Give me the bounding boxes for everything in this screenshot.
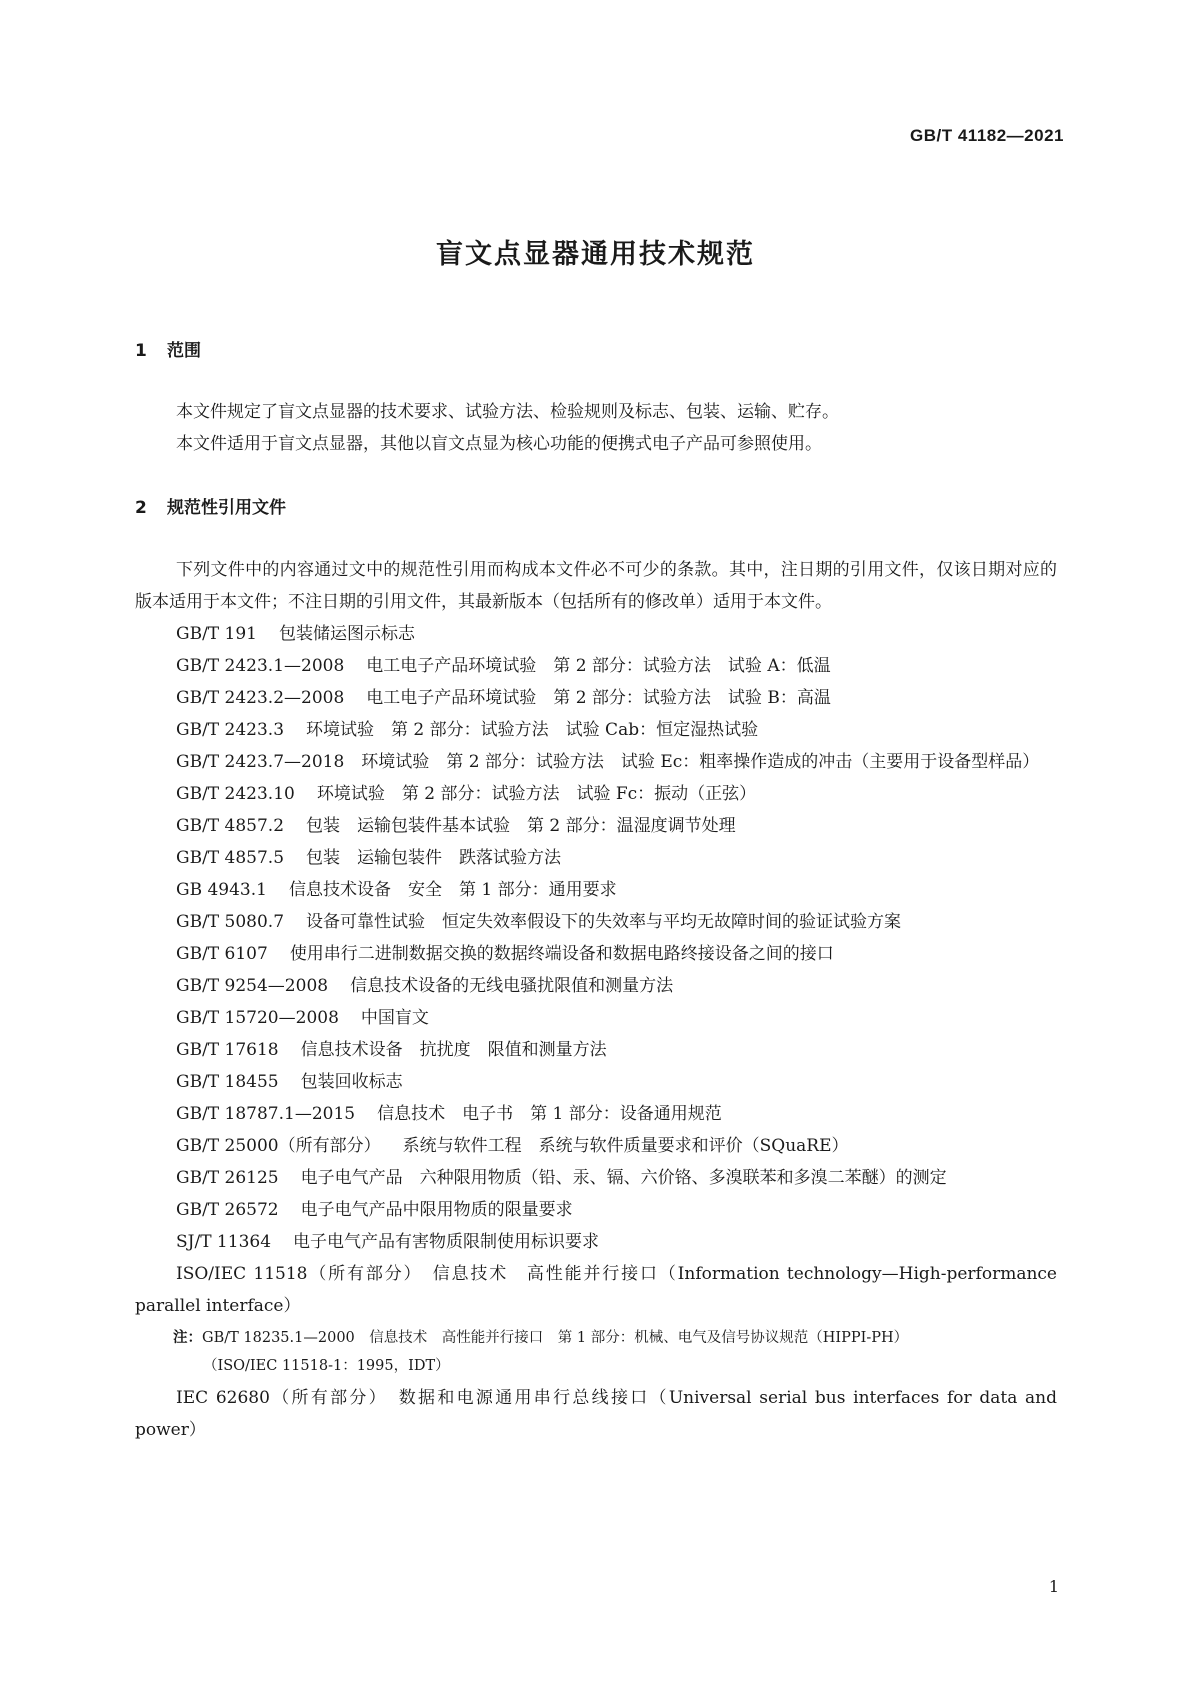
reference-code: GB/T 4857.2	[176, 816, 285, 836]
reference-title: 电工电子产品环境试验 第 2 部分：试验方法 试验 A：低温	[366, 656, 831, 676]
reference-item	[135, 1098, 1057, 1130]
reference-item	[135, 938, 1057, 970]
reference-title: 电子电气产品中限用物质的限量要求	[300, 1200, 573, 1220]
scope-paragraph: 本文件适用于盲文点显器，其他以盲文点显为核心功能的便携式电子产品可参照使用。	[176, 434, 822, 454]
note-text: GB/T 18235.1—2000 信息技术 高性能并行接口 第 1 部分：机械、电气及信号协议规范（HIPPI-PH）	[202, 1330, 909, 1346]
reference-item	[135, 714, 1057, 746]
reference-item	[135, 906, 1057, 938]
normative-intro-paragraph: 下列文件中的内容通过文中的规范性引用而构成本文件必不可少的条款。其中，注日期的引用文件，仅该日期对应的版本适用于本文件；不注日期的引用文件，其最新版本（包括所有的修改单）适用于本文件。	[135, 560, 1057, 612]
reference-item	[135, 1066, 1057, 1098]
reference-code: GB/T 6107	[176, 944, 268, 964]
reference-code: GB/T 2423.3	[176, 720, 285, 740]
section-title: 规范性引用文件	[167, 498, 286, 518]
reference-title: 使用串行二进制数据交换的数据终端设备和数据电路终接设备之间的接口	[289, 944, 834, 964]
reference-code: GB/T 5080.7	[176, 912, 285, 932]
reference-title: 电子电气产品 六种限用物质（铅、汞、镉、六价铬、多溴联苯和多溴二苯醚）的测定	[300, 1168, 947, 1188]
reference-code: GB/T 4857.5	[176, 848, 285, 868]
reference-item	[135, 1162, 1057, 1194]
reference-title: 电工电子产品环境试验 第 2 部分：试验方法 试验 B：高温	[366, 688, 831, 708]
reference-item	[135, 1130, 1057, 1162]
reference-note	[135, 1324, 1057, 1380]
reference-title: 设备可靠性试验 恒定失效率假设下的失效率与平均无故障时间的验证试验方案	[306, 912, 902, 932]
reference-code: GB/T 15720—2008	[176, 1008, 339, 1028]
reference-code: GB/T 2423.1—2008	[176, 656, 345, 676]
document-body	[135, 338, 1057, 1446]
section-heading-normative-references	[135, 495, 1057, 521]
reference-code: GB/T 18455	[176, 1072, 279, 1092]
reference-title: 包装回收标志	[300, 1072, 403, 1092]
reference-item	[135, 874, 1057, 906]
reference-code: GB/T 18787.1—2015	[176, 1104, 356, 1124]
reference-title: 电子电气产品有害物质限制使用标识要求	[293, 1232, 600, 1252]
reference-title: 包装 运输包装件 跌落试验方法	[306, 848, 562, 868]
reference-item	[135, 778, 1057, 810]
reference-code: GB/T 191	[176, 624, 257, 644]
reference-item	[135, 970, 1057, 1002]
reference-item	[135, 810, 1057, 842]
reference-code: GB/T 17618	[176, 1040, 279, 1060]
reference-item	[135, 1258, 1057, 1322]
reference-code: GB/T 2423.10	[176, 784, 295, 804]
reference-title: 中国盲文	[360, 1008, 429, 1028]
reference-title: 信息技术设备的无线电骚扰限值和测量方法	[350, 976, 674, 996]
section-number: 1	[135, 341, 147, 361]
reference-title: 信息技术 电子书 第 1 部分：设备通用规范	[377, 1104, 722, 1124]
page-number: 1	[1048, 1577, 1059, 1596]
reference-code: ISO/IEC 11518（所有部分）	[176, 1264, 414, 1284]
reference-item	[135, 650, 1057, 682]
standard-code: GB/T 41182—2021	[910, 126, 1064, 145]
reference-code: IEC 62680（所有部分）	[176, 1388, 380, 1408]
reference-title: 信息技术设备 抗扰度 限值和测量方法	[300, 1040, 607, 1060]
section-number: 2	[135, 498, 147, 518]
section-heading-scope	[135, 338, 1057, 364]
reference-code: SJ/T 11364	[176, 1232, 272, 1252]
reference-item	[135, 682, 1057, 714]
document-title: 盲文点显器通用技术规范	[436, 239, 755, 270]
note-text-continued: （ISO/IEC 11518-1：1995，IDT）	[203, 1358, 450, 1374]
reference-title: 信息技术设备 安全 第 1 部分：通用要求	[288, 880, 617, 900]
reference-item	[135, 746, 1057, 778]
reference-item	[135, 618, 1057, 650]
section-title: 范围	[167, 341, 201, 361]
reference-item	[135, 1226, 1057, 1258]
reference-title: 系统与软件工程 系统与软件质量要求和评价（SQuaRE）	[402, 1136, 849, 1156]
reference-item	[135, 1194, 1057, 1226]
reference-title: 环境试验 第 2 部分：试验方法 试验 Fc：振动（正弦）	[316, 784, 757, 804]
reference-item	[135, 842, 1057, 874]
reference-code: GB/T 26572	[176, 1200, 279, 1220]
reference-code: GB/T 9254—2008	[176, 976, 329, 996]
reference-title: 环境试验 第 2 部分：试验方法 试验 Cab：恒定湿热试验	[306, 720, 759, 740]
reference-item	[135, 1382, 1057, 1446]
reference-title: 数据和电源通用串行总线接口（Universal serial bus interfaces for data and power）	[135, 1388, 1057, 1440]
reference-title: 信息技术 高性能并行接口（Information technology—High-performance parallel interface）	[135, 1264, 1057, 1316]
reference-item	[135, 1034, 1057, 1066]
reference-code: GB/T 25000（所有部分）	[176, 1136, 381, 1156]
reference-title: 环境试验 第 2 部分：试验方法 试验 Ec：粗率操作造成的冲击（主要用于设备型样品）	[361, 752, 1040, 772]
reference-item	[135, 1002, 1057, 1034]
reference-title: 包装储运图示标志	[279, 624, 415, 644]
scope-paragraph: 本文件规定了盲文点显器的技术要求、试验方法、检验规则及标志、包装、运输、贮存。	[176, 402, 839, 422]
reference-title: 包装 运输包装件基本试验 第 2 部分：温湿度调节处理	[306, 816, 736, 836]
note-label: 注：	[173, 1330, 202, 1346]
reference-code: GB/T 2423.7—2018	[176, 752, 345, 772]
reference-code: GB/T 2423.2—2008	[176, 688, 345, 708]
reference-code: GB/T 26125	[176, 1168, 279, 1188]
reference-code: GB 4943.1	[176, 880, 267, 900]
